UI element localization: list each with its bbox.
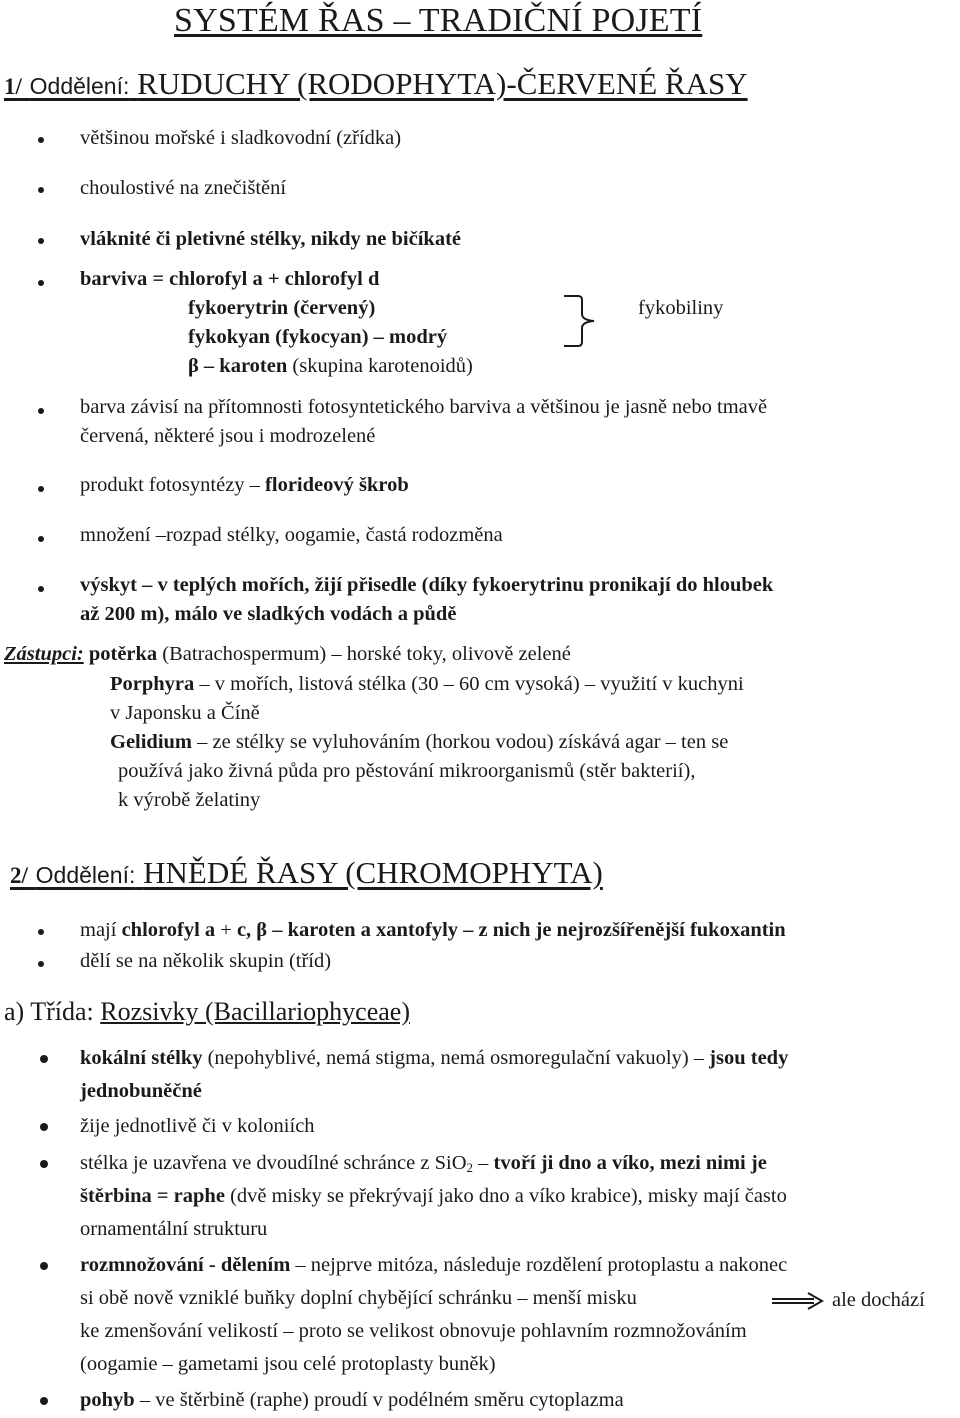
s2-plus: + <box>215 919 237 941</box>
movement-desc: – ve štěrbině (raphe) proudí v podélném směru cytoplazma <box>134 1389 624 1411</box>
page-title: SYSTÉM ŘAS – TRADIČNÍ POJETÍ <box>174 2 703 39</box>
rep-porphyra: Porphyra <box>110 673 195 695</box>
rep-potterka-desc: (Batrachospermum) – horské toky, olivově zelené <box>157 643 571 665</box>
representatives-line1 <box>4 640 571 669</box>
section1-heading <box>4 66 748 102</box>
section2-label: Oddělení: <box>35 862 136 888</box>
rep-gelidium-desc: – ze stélky se vyluhováním (horkou vodou) získává agar – ten se <box>192 731 729 753</box>
raphe-term: štěrbina = raphe <box>80 1185 225 1207</box>
s2-bullet-pigments <box>80 916 786 945</box>
section2-number: 2/ <box>10 863 28 888</box>
a-bullet-reproduction-l2b: ale dochází <box>832 1289 925 1311</box>
floridean-starch: florideový škrob <box>265 474 409 496</box>
raphe-desc: (dvě misky se překrývají jako dno a víko krabice), misky mají často <box>224 1185 787 1207</box>
bullet-dot <box>38 187 44 193</box>
s2-pig-text: mají <box>80 919 122 941</box>
s1-pigments-line4 <box>188 352 473 381</box>
bullet-dot <box>38 238 44 244</box>
s2-pig-rest: c, β – karoten a xantofyly – z nich je nejrozšířenější fukoxantin <box>236 919 786 941</box>
bullet-dot <box>40 1123 48 1131</box>
reproduction-term: rozmnožování - dělením <box>80 1254 291 1276</box>
a-bullet-reproduction-l2a: si obě nově vzniklé buňky doplní chybějící schránku – menší misku <box>80 1287 637 1309</box>
a-bullet-reproduction-l3: ke zmenšování velikostí – proto se velikost obnovuje pohlavním rozmnožováním <box>80 1320 747 1342</box>
bullet-dot <box>40 1160 48 1168</box>
s1-bullet-habitat: většinou mořské i sladkovodní (zřídka) <box>80 127 402 149</box>
section1-name: RUDUCHY (RODOPHYTA)-ČERVENÉ ŘASY <box>137 66 748 101</box>
s1-bullet-occurrence-l1: výskyt – v teplých mořích, žijí přisedle (díky fykoerytrinu pronikají do hloubek <box>80 574 774 596</box>
a-bullet-coccal-l2: jednobuněčné <box>80 1080 202 1102</box>
s1-bullet-color-l2: červená, některé jsou i modrozelené <box>80 425 376 447</box>
reproduction-desc: – nejprve mitóza, následuje rozdělení protoplastu a nakonec <box>290 1254 788 1276</box>
frustule-dash: – <box>473 1152 494 1174</box>
frustule-text: stélka je uzavřena ve dvoudílné schránce z SiO <box>80 1152 467 1174</box>
a-bullet-frustule-l3: ornamentální strukturu <box>80 1218 268 1240</box>
s1-pigments-line1: barviva = chlorofyl a + chlorofyl d <box>80 268 380 290</box>
bullet-dot <box>38 408 44 414</box>
class-a-heading <box>4 997 410 1027</box>
s2-chlorophyll-a: chlorofyl a <box>121 919 216 941</box>
rep-gelidium-cont2: k výrobě želatiny <box>118 789 261 811</box>
rep-gelidium-cont1: používá jako živná půda pro pěstování mikroorganismů (stěr bakterií), <box>118 760 696 782</box>
rep-porphyra-desc: – v mořích, listová stélka (30 – 60 cm vysoká) – využití v kuchyni <box>194 673 744 695</box>
carotenoid-note: (skupina karotenoidů) <box>287 355 473 377</box>
representatives-label: Zástupci: <box>4 643 84 665</box>
a-bullet-movement <box>80 1384 624 1418</box>
coccal-therefore: jsou tedy <box>709 1047 789 1069</box>
bullet-dot <box>40 1055 48 1063</box>
bullet-dot <box>38 280 44 286</box>
section2-heading <box>10 855 603 891</box>
s1-bullet-product <box>80 471 409 500</box>
section2-name: HNĚDÉ ŘASY (CHROMOPHYTA) <box>143 855 603 890</box>
arrow-right-icon <box>770 1290 824 1312</box>
bullet-dot <box>40 1397 48 1405</box>
s1-bullet-occurrence-l2: až 200 m), málo ve sladkých vodách a půdě <box>80 603 457 625</box>
bullet-dot <box>38 961 44 967</box>
s1-pigments-line2: fykoerytrin (červený) <box>188 297 376 319</box>
a-bullet-frustule-l2 <box>80 1180 787 1214</box>
a-bullet-frustule-l1 <box>80 1147 767 1185</box>
bullet-dot <box>40 1262 48 1270</box>
sio2-subscript: 2 <box>466 1160 473 1175</box>
section1-label: Oddělení: <box>29 73 130 99</box>
rep-porphyra-cont: v Japonsku a Číně <box>110 702 260 724</box>
s1-pigments-line3: fykokyan (fykocyan) – modrý <box>188 326 448 348</box>
bullet-dot <box>38 536 44 542</box>
rep-gelidium: Gelidium <box>110 731 193 753</box>
movement-term: pohyb <box>80 1389 135 1411</box>
product-text: produkt fotosyntézy – <box>80 474 266 496</box>
a-bullet-colonies: žije jednotlivě či v koloniích <box>80 1115 315 1137</box>
coccal-thallus: kokální stélky <box>80 1047 203 1069</box>
bullet-dot <box>38 137 44 143</box>
phycobilins-label: fykobiliny <box>638 297 724 319</box>
rep-gelidium-line <box>110 728 728 757</box>
s1-bullet-pollution: choulostivé na znečištění <box>80 177 287 199</box>
bullet-dot <box>38 486 44 492</box>
rep-porphyra-line <box>110 670 744 699</box>
rep-potterka: potěrka <box>88 643 158 665</box>
bullet-dot <box>38 929 44 935</box>
s2-bullet-classes: dělí se na několik skupin (tříd) <box>80 950 332 972</box>
a-bullet-reproduction-l1 <box>80 1249 787 1283</box>
class-a-prefix: a) Třída: <box>4 997 101 1026</box>
a-bullet-reproduction-l4: (oogamie – gametami jsou celé protoplasty buněk) <box>80 1353 496 1375</box>
s1-bullet-color-l1: barva závisí na přítomnosti fotosyntetického barviva a většinou je jasně nebo tmavě <box>80 396 768 418</box>
bullet-dot <box>38 586 44 592</box>
brace-icon <box>560 294 620 350</box>
beta-carotene: β – karoten <box>188 355 288 377</box>
section1-number: 1/ <box>4 74 22 99</box>
coccal-desc: (nepohyblivé, nemá stigma, nemá osmoregulační vakuoly) – <box>202 1047 710 1069</box>
s1-bullet-reproduction: množení –rozpad stélky, oogamie, častá rodozměna <box>80 524 503 546</box>
a-bullet-coccal-l1 <box>80 1042 788 1076</box>
class-a-name: Rozsivky (Bacillariophyceae) <box>100 997 410 1026</box>
frustule-bold: tvoří ji dno a víko, mezi nimi je <box>493 1152 767 1174</box>
s1-bullet-thallus: vláknité či pletivné stélky, nikdy ne bičíkaté <box>80 228 461 250</box>
